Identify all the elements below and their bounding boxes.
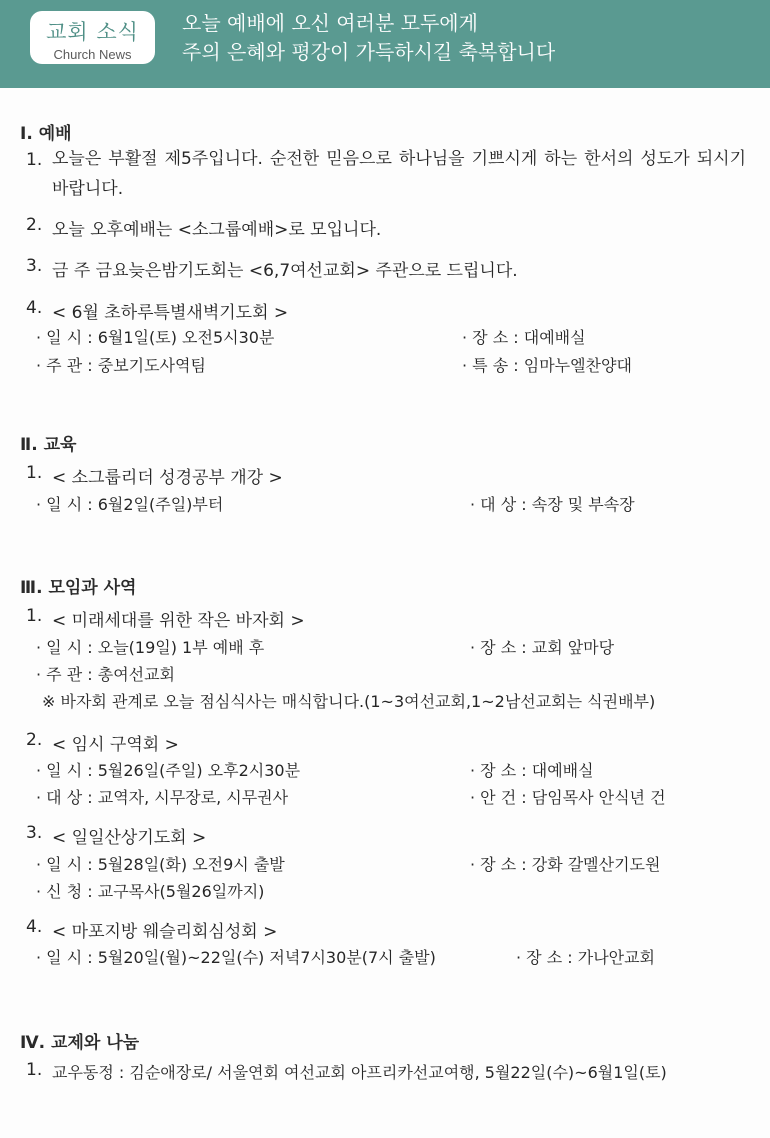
header-message-line-2: 주의 은혜와 평강이 가득하시길 축복합니다: [182, 40, 556, 64]
item-number: 3.: [26, 823, 43, 843]
worship-item-4-title: < 6월 초하루특별새벽기도회 >: [52, 303, 289, 323]
section-title-worship: Ⅰ. 예배: [20, 124, 72, 144]
detail-line: · 특 송 : 임마누엘찬양대: [462, 356, 632, 375]
section-title-meetings: Ⅲ. 모임과 사역: [20, 578, 137, 598]
detail-line: · 일 시 : 6월1일(토) 오전5시30분: [36, 328, 275, 347]
detail-line: · 장 소 : 가나안교회: [516, 948, 656, 967]
item-number: 1.: [26, 1060, 43, 1080]
detail-line: · 대 상 : 속장 및 부속장: [470, 495, 635, 514]
education-item-1-title: < 소그룹리더 성경공부 개강 >: [52, 468, 283, 488]
badge-subtitle: Church News: [53, 47, 132, 62]
church-news-badge: [30, 11, 155, 64]
section-title-education: Ⅱ. 교육: [20, 435, 77, 455]
meetings-item-1-title: < 미래세대를 위한 작은 바자회 >: [52, 611, 305, 631]
meetings-item-4-title: < 마포지방 웨슬리회심성회 >: [52, 922, 278, 942]
header-message: [182, 9, 555, 67]
header-banner: [0, 0, 770, 88]
worship-item-1-text: 오늘은 부활절 제5주입니다. 순전한 믿음으로 하나님을 기쁘시게 하는 한서의 성도가 되시기 바랍니다.: [52, 149, 746, 199]
detail-line: · 장 소 : 대예배실: [462, 328, 586, 347]
detail-line: · 장 소 : 교회 앞마당: [470, 638, 615, 657]
meetings-item-3-title: < 일일산상기도회 >: [52, 828, 207, 848]
item-number: 2.: [26, 730, 43, 750]
detail-line: · 주 관 : 총여선교회: [36, 665, 176, 684]
item-number: 1.: [26, 150, 43, 170]
detail-line: · 장 소 : 대예배실: [470, 761, 594, 780]
detail-line: · 안 건 : 담임목사 안식년 건: [470, 788, 666, 807]
detail-line: · 신 청 : 교구목사(5월26일까지): [36, 882, 265, 901]
detail-line: · 일 시 : 5월20일(월)~22일(수) 저녁7시30분(7시 출발): [36, 948, 436, 967]
item-number: 4.: [26, 298, 43, 318]
header-message-line-1: 오늘 예배에 오신 여러분 모두에게: [182, 11, 478, 35]
detail-line: · 일 시 : 6월2일(주일)부터: [36, 495, 224, 514]
item-number: 2.: [26, 215, 43, 235]
meetings-item-2-title: < 임시 구역회 >: [52, 735, 179, 755]
worship-item-2-text: 오늘 오후예배는 <소그룹예배>로 모입니다.: [52, 220, 382, 240]
item-number: 3.: [26, 256, 43, 276]
bazaar-note: ※ 바자회 관계로 오늘 점심식사는 매식합니다.(1~3여선교회,1~2남선교회는 식권배부): [42, 692, 656, 711]
detail-line: · 일 시 : 5월28일(화) 오전9시 출발: [36, 855, 285, 874]
detail-line: · 일 시 : 5월26일(주일) 오후2시30분: [36, 761, 301, 780]
detail-line: · 장 소 : 강화 갈멜산기도원: [470, 855, 661, 874]
detail-line: · 주 관 : 중보기도사역팀: [36, 356, 206, 375]
badge-title: 교회 소식: [46, 20, 139, 44]
section-title-fellowship: Ⅳ. 교제와 나눔: [20, 1033, 140, 1053]
fellowship-item-1-text: 교우동정 : 김순애장로/ 서울연회 여선교회 아프리카선교여행, 5월22일(수)~6월1일(토): [52, 1063, 667, 1082]
detail-line: · 대 상 : 교역자, 시무장로, 시무권사: [36, 788, 289, 807]
worship-item-3-text: 금 주 금요늦은밤기도회는 <6,7여선교회> 주관으로 드립니다.: [52, 261, 518, 281]
item-number: 1.: [26, 606, 43, 626]
detail-line: · 일 시 : 오늘(19일) 1부 예배 후: [36, 638, 265, 657]
item-number: 4.: [26, 917, 43, 937]
item-number: 1.: [26, 463, 43, 483]
